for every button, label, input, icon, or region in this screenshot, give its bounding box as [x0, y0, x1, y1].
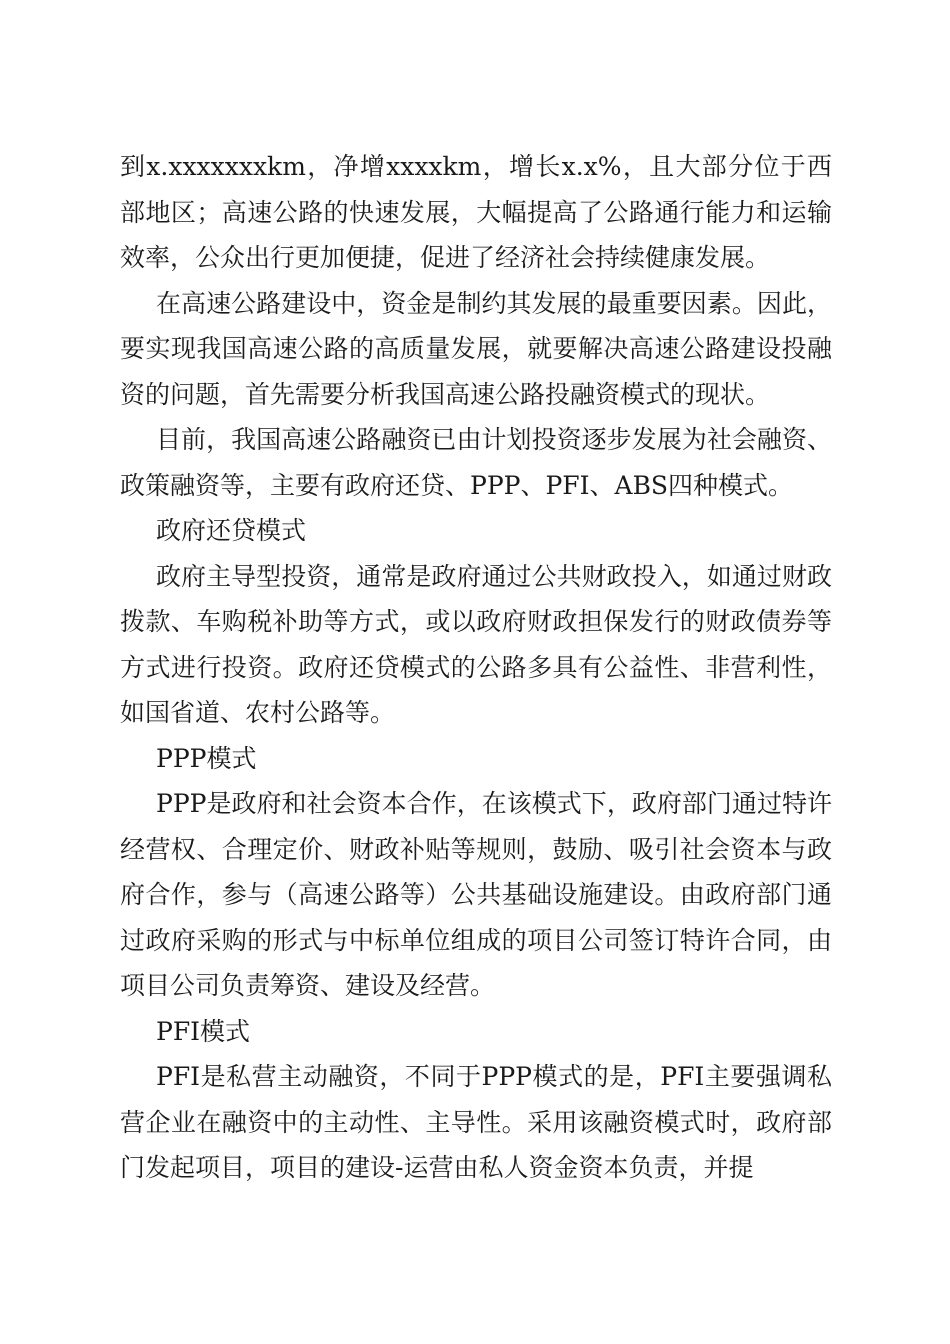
- paragraph-government-loan: 政府主导型投资，通常是政府通过公共财政投入，如通过财政拨款、车购税补助等方式，或以政府财政担保发行的财政债券等方式进行投资。政府还贷模式的公路多具有公益性、非营利性，如国省道、农村公路等。: [120, 561, 832, 727]
- paragraph-pfi: PFI是私营主动融资，不同于PPP模式的是，PFI主要强调私营企业在融资中的主动性、主导性。采用该融资模式时，政府部门发起项目，项目的建设-运营由私人资金资本负责，并提: [120, 1062, 832, 1182]
- paragraph-financing-modes: 目前，我国高速公路融资已由计划投资逐步发展为社会融资、政策融资等，主要有政府还贷、PPP、PFI、ABS四种模式。: [120, 425, 832, 500]
- section-heading-pfi: PFI模式: [156, 1016, 251, 1046]
- paragraph-funding-factor: 在高速公路建设中，资金是制约其发展的最重要因素。因此，要实现我国高速公路的高质量发展，就要解决高速公路建设投融资的问题，首先需要分析我国高速公路投融资模式的现状。: [120, 288, 832, 409]
- section-heading-ppp: PPP模式: [156, 743, 257, 773]
- paragraph-ppp: PPP是政府和社会资本合作，在该模式下，政府部门通过特许经营权、合理定价、财政补贴等规则，鼓励、吸引社会资本与政府合作，参与（高速公路等）公共基础设施建设。由政府部门通过政府采购的形式与中标单位组成的项目公司签订特许合同，由项目公司负责筹资、建设及经营。: [120, 789, 832, 1000]
- paragraph-growth-summary: 到x.xxxxxxxkm，净增xxxxkm，增长x.x%，且大部分位于西部地区；高速公路的快速发展，大幅提高了公路通行能力和运输效率，公众出行更加便捷，促进了经济社会持续健康发展。: [120, 152, 832, 272]
- document-body: [120, 144, 832, 1191]
- section-heading-government-loan: 政府还贷模式: [156, 516, 307, 545]
